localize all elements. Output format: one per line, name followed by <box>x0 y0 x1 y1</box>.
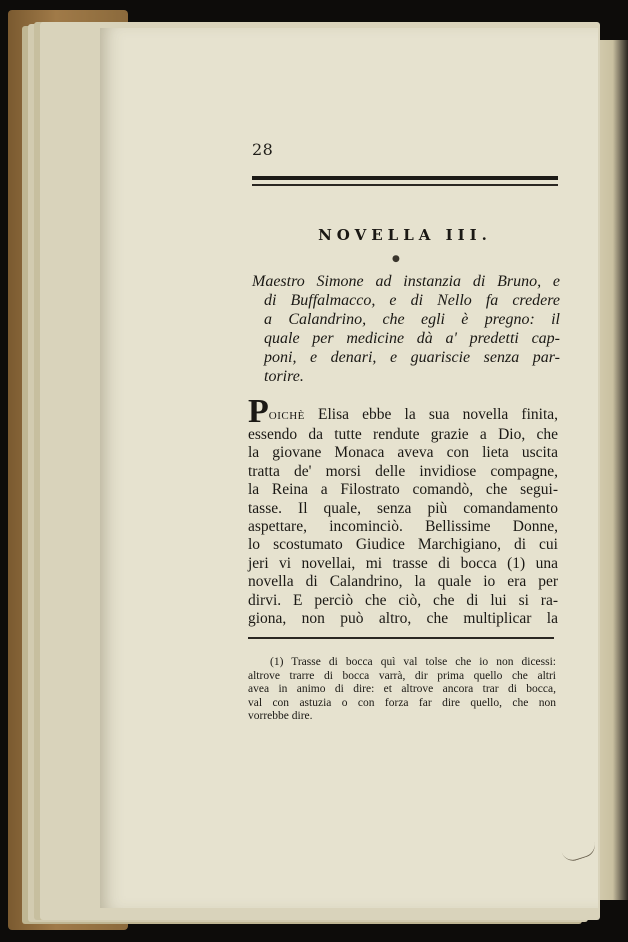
summary-line: poni, e denari, e guariscie senza par- <box>264 349 560 366</box>
body-line: essendo da tutte rendute grazie a Dio, che <box>248 426 558 443</box>
body-line: lo scostumato Giudice Marchigiano, di cui <box>248 536 558 554</box>
summary-line: di Buffalmacco, e di Nello fa credere <box>264 292 560 309</box>
body-line: aspettare, incominciò. Bellissime Donne, <box>248 518 558 536</box>
header-rule-thin <box>252 184 558 186</box>
body-line: la Reina a Filostrato comandò, che segui- <box>248 481 558 499</box>
footnote <box>248 656 556 724</box>
first-word-rest: OICHÈ <box>268 410 305 422</box>
body-line: tasse. Il quale, senza più comandamento <box>248 499 558 517</box>
summary-line: quale per medicine dà a' predetti cap- <box>264 330 560 347</box>
chapter-heading: NOVELLA III. <box>318 226 492 244</box>
footnote-rule <box>248 637 554 639</box>
footnote-line: altrove trarre di bocca varrà, dir prima quello che altri <box>248 669 556 682</box>
body-line: dirvi. E perciò che ciò, che di lui si ra- <box>248 591 558 609</box>
body-line: jeri vi novellai, mi trasse di bocca (1) una <box>248 554 558 572</box>
page-number: 28 <box>252 140 274 159</box>
header-rule-thick <box>252 176 558 180</box>
body-line: giona, non può altro, che multiplicar la <box>248 610 558 628</box>
body-line: novella di Calandrino, la quale io era per <box>248 573 558 591</box>
footnote-line: vorrebbe dire. <box>248 710 313 723</box>
summary-line: a Calandrino, che egli è pregno: il <box>264 311 560 328</box>
summary-line: torire. <box>264 368 304 385</box>
body-text <box>248 393 559 628</box>
footnote-line: val con astuzia o con forza far dire quello, che non <box>248 696 556 709</box>
footnote-line: (1) Trasse di bocca quì val tolse che io non dicessi: <box>270 656 556 668</box>
body-line: tratta de' morsi delle invidiose compagne, <box>248 462 558 480</box>
summary-line: Maestro Simone ad instanzia di Bruno, e <box>252 273 560 290</box>
body-line: la giovane Monaca aveva con lieta uscita <box>248 444 558 462</box>
first-line-rest: Elisa ebbe la sua novella finita, <box>318 406 559 423</box>
novella-summary <box>252 272 560 386</box>
body-first-line <box>248 393 559 430</box>
footnote-line: avea in animo di dire: et altrove ancora trar di bocca, <box>248 683 556 696</box>
drop-cap: P <box>248 393 269 430</box>
ornament-mark: ● <box>392 254 400 264</box>
